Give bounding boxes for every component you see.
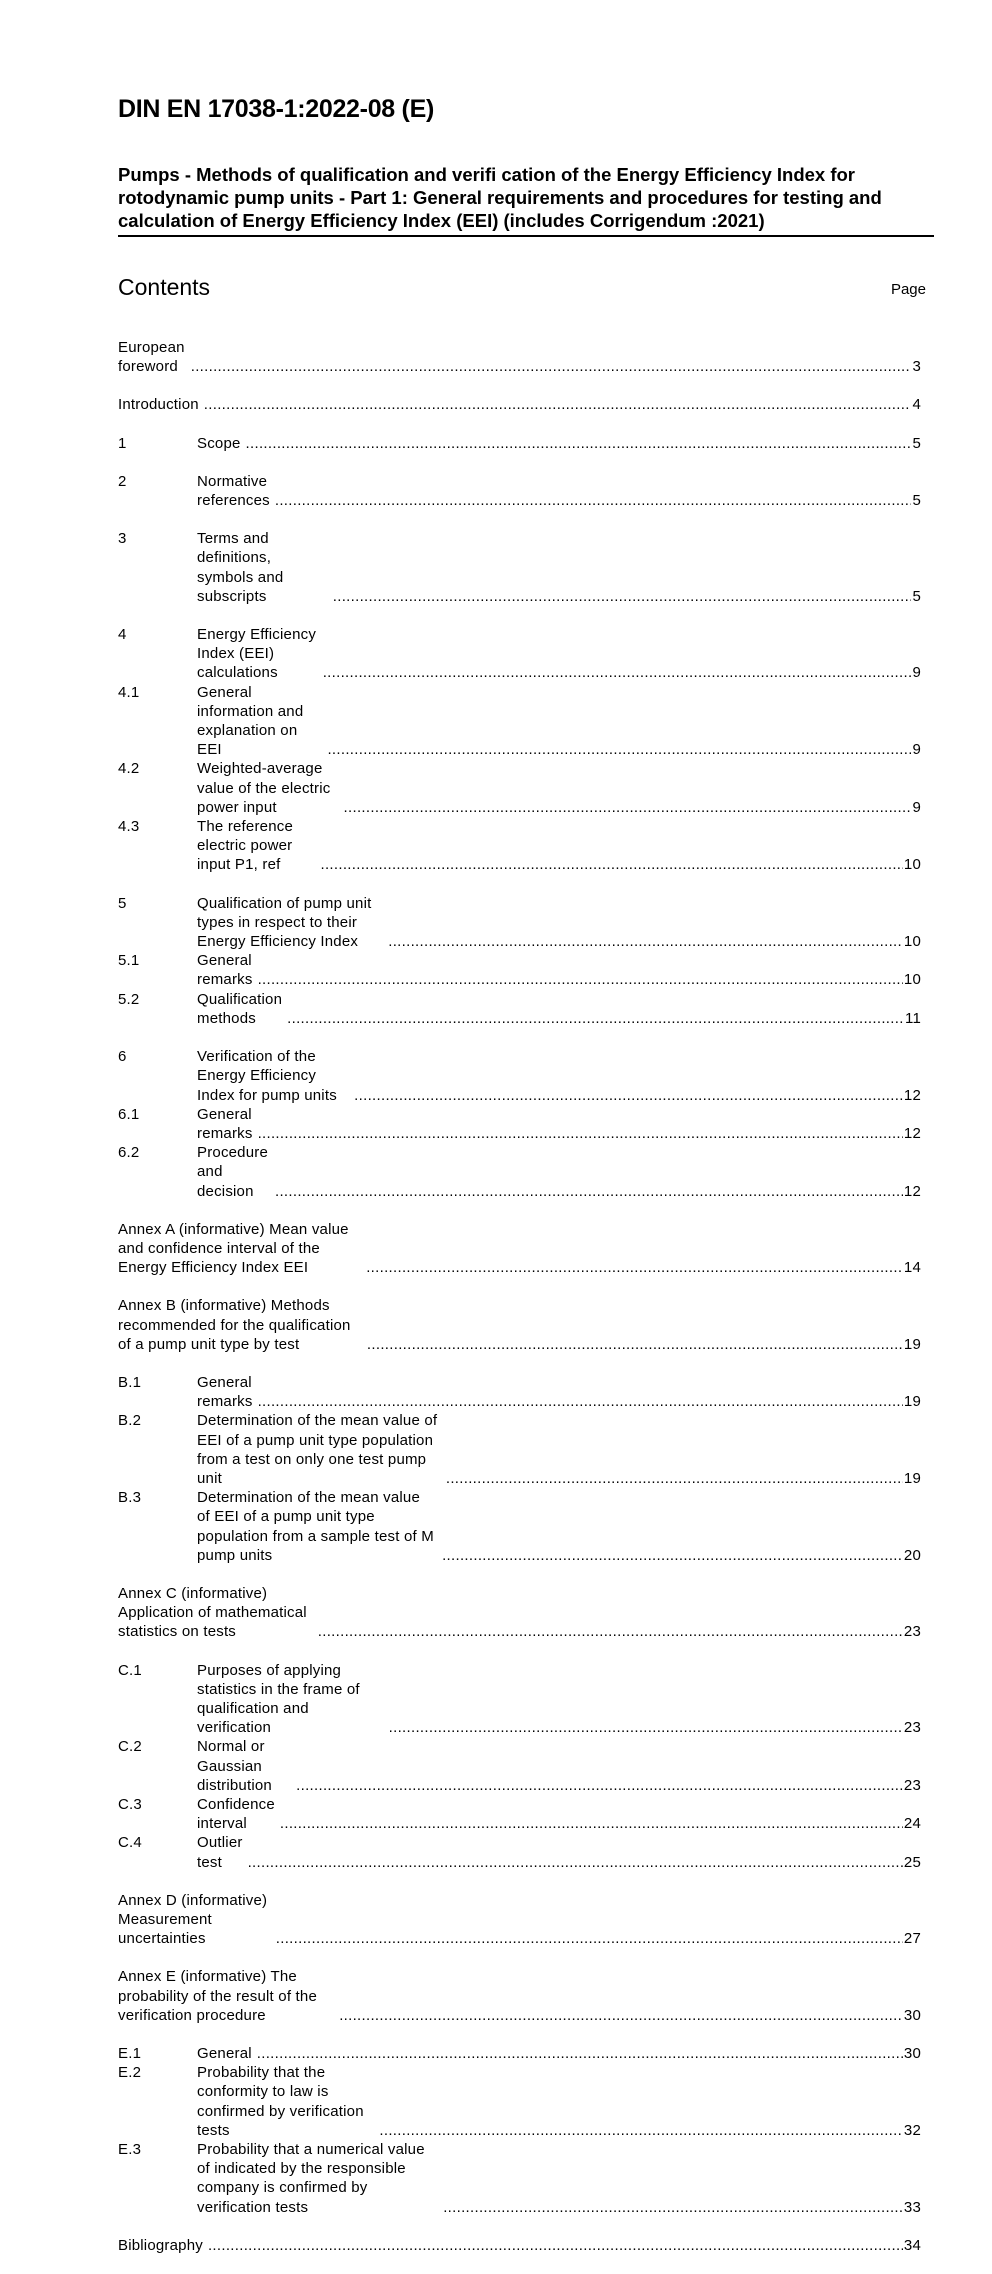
toc-entry-body xyxy=(118,1584,921,1642)
toc-entry-number: C.4 xyxy=(118,1834,142,1852)
toc-entry[interactable] xyxy=(118,817,921,875)
toc-dot-leader xyxy=(320,855,902,874)
toc-entry[interactable] xyxy=(118,1795,921,1833)
toc-entry[interactable] xyxy=(118,2140,921,2217)
toc-entry[interactable] xyxy=(118,625,921,683)
toc-entry-page: 10 xyxy=(903,856,921,874)
toc-entry-page: 25 xyxy=(903,1853,921,1871)
toc-entry-number: 2 xyxy=(118,472,127,490)
toc-dot-leader xyxy=(443,2198,903,2217)
toc-entry-page: 23 xyxy=(903,1776,921,1794)
toc-entry-title: Scope xyxy=(197,434,241,452)
toc-entry[interactable] xyxy=(118,2044,921,2063)
toc-entry-title: Purposes of applying statistics in the frame of qualification and verification xyxy=(197,1661,360,1737)
toc-entry-number: B.2 xyxy=(118,1412,142,1430)
toc-group xyxy=(118,1373,921,1565)
toc-entry-title: Terms and definitions, symbols and subscripts xyxy=(197,530,284,605)
toc-entry-title: Probability that a numerical value of indicated by the responsible company is confirmed by verification tests xyxy=(197,2141,425,2216)
toc-dot-leader xyxy=(442,1546,903,1565)
toc-entry-title: Weighted-average value of the electric power input xyxy=(197,760,331,816)
toc-entry-page: 19 xyxy=(903,1469,921,1487)
toc-dot-leader xyxy=(389,1718,903,1737)
toc-entry-page: 20 xyxy=(903,1546,921,1564)
toc-entry-title: Annex A (informative) Mean value and confidence interval of the Energy Efficiency Index EEI xyxy=(118,1220,349,1277)
toc-entry-title: Energy Efficiency Index (EEI) calculations xyxy=(197,626,317,682)
toc-group xyxy=(118,395,921,414)
toc-dot-leader xyxy=(354,1086,903,1105)
toc-entry-title: General information and explanation on EEI xyxy=(197,683,304,759)
toc-entry-body xyxy=(118,2236,921,2255)
toc-entry[interactable] xyxy=(118,951,921,989)
toc-group xyxy=(118,1296,921,1354)
toc-dot-leader xyxy=(258,970,903,989)
toc-dot-leader xyxy=(280,1814,903,1833)
toc-group xyxy=(118,625,921,875)
toc-entry-title: Qualification methods xyxy=(197,990,283,1027)
toc-entry[interactable] xyxy=(118,1220,921,1278)
document-title: Pumps - Methods of qualification and verifi cation of the Energy Efficiency Index for rotodynamic pump units - Part 1: General requirements and procedures for testing and calculation of Energy Efficiency Index (EEI) (includes Corrigendum :2021) xyxy=(118,163,934,237)
toc-entry[interactable] xyxy=(118,1584,921,1642)
toc-dot-leader xyxy=(191,357,912,376)
toc-entry-body xyxy=(197,434,921,453)
toc-entry-page: 12 xyxy=(903,1124,921,1142)
toc-entry[interactable] xyxy=(118,1488,921,1565)
toc-group xyxy=(118,434,921,453)
toc-entry-body xyxy=(197,1661,921,1738)
toc-entry-number: 4.1 xyxy=(118,683,140,701)
toc-entry-body xyxy=(197,759,921,817)
toc-entry-title: General remarks xyxy=(197,952,253,989)
toc-entry-body xyxy=(197,1047,921,1105)
toc-group xyxy=(118,1220,921,1278)
toc-entry-title: Introduction xyxy=(118,396,199,414)
toc-entry-title: Annex D (informative) Measurement uncertainties xyxy=(118,1891,268,1948)
toc-dot-leader xyxy=(446,1469,903,1488)
toc-entry-page: 9 xyxy=(912,798,921,816)
toc-entry[interactable] xyxy=(118,1105,921,1143)
toc-group xyxy=(118,338,921,376)
toc-entry[interactable] xyxy=(118,1967,921,2025)
toc-dot-leader xyxy=(388,932,903,951)
toc-entry[interactable] xyxy=(118,1143,921,1201)
toc-entry-body xyxy=(197,1143,921,1201)
toc-dot-leader xyxy=(296,1776,903,1795)
toc-entry-page: 32 xyxy=(903,2121,921,2139)
toc-dot-leader xyxy=(275,491,912,510)
toc-entry-page: 4 xyxy=(912,396,921,414)
toc-entry-page: 9 xyxy=(912,741,921,759)
toc-entry-body xyxy=(197,2044,921,2063)
toc-entry-number: 6.1 xyxy=(118,1105,140,1123)
toc-dot-leader xyxy=(379,2121,903,2140)
toc-entry-title: European foreword xyxy=(118,339,185,376)
toc-entry-title: Bibliography xyxy=(118,2236,203,2254)
toc-dot-leader xyxy=(246,434,912,453)
toc-entry[interactable] xyxy=(118,434,921,453)
toc-group xyxy=(118,2044,921,2217)
toc-group xyxy=(118,894,921,1028)
toc-entry-body xyxy=(197,683,921,760)
toc-entry-body xyxy=(197,625,921,683)
toc-entry[interactable] xyxy=(118,1737,921,1795)
toc-entry-title: General remarks xyxy=(197,1373,253,1411)
toc-entry-body xyxy=(118,338,921,376)
toc-entry-title: Qualification of pump unit types in respect to their Energy Efficiency Index xyxy=(197,894,372,951)
toc-dot-leader xyxy=(318,1622,903,1641)
toc-entry-page: 23 xyxy=(903,1719,921,1737)
toc-entry-title: Confidence interval xyxy=(197,1796,275,1833)
contents-heading: Contents xyxy=(118,274,211,300)
toc-dot-leader xyxy=(257,2044,903,2063)
toc-entry-number: E.2 xyxy=(118,2064,142,2082)
toc-dot-leader xyxy=(204,395,912,414)
toc-dot-leader xyxy=(367,1335,903,1354)
toc-entry-page: 12 xyxy=(903,1086,921,1104)
toc-entry-number: B.1 xyxy=(118,1373,142,1391)
toc-entry[interactable] xyxy=(118,1891,921,1949)
toc-dot-leader xyxy=(275,1182,903,1201)
toc-entry-page: 27 xyxy=(903,1930,921,1948)
toc-dot-leader xyxy=(344,798,912,817)
toc-entry-body xyxy=(197,2140,921,2217)
toc-entry-body xyxy=(118,395,921,414)
toc-entry-body xyxy=(197,1488,921,1565)
toc-group xyxy=(118,2236,921,2255)
toc-entry-page: 5 xyxy=(912,587,921,605)
toc-entry-number: 4.3 xyxy=(118,818,140,836)
toc-entry-number: E.3 xyxy=(118,2141,142,2159)
toc-entry-number: C.2 xyxy=(118,1738,142,1756)
toc-entry[interactable] xyxy=(118,759,921,817)
toc-entry-page: 12 xyxy=(903,1182,921,1200)
toc-dot-leader xyxy=(208,2236,903,2255)
toc-entry-body xyxy=(197,1411,921,1488)
toc-entry-title: The reference electric power input P1, ref xyxy=(197,818,293,874)
toc-entry[interactable] xyxy=(118,894,921,952)
toc-entry-body xyxy=(197,1373,921,1411)
toc-entry-body xyxy=(197,2063,921,2140)
toc-entry-body xyxy=(197,529,921,606)
toc-entry[interactable] xyxy=(118,1833,921,1871)
toc-entry-title: Outlier test xyxy=(197,1834,243,1871)
toc-entry-number: B.3 xyxy=(118,1489,142,1507)
toc-group xyxy=(118,1891,921,1949)
toc-entry-page: 19 xyxy=(903,1335,921,1353)
toc-entry-number: 4.2 xyxy=(118,760,140,778)
toc-entry-body xyxy=(197,1833,921,1871)
toc-entry-body xyxy=(118,1891,921,1949)
toc-entry-number: 6.2 xyxy=(118,1144,140,1162)
toc-entry[interactable] xyxy=(118,2236,921,2255)
toc-entry-title: Probability that the conformity to law is confirmed by verification tests xyxy=(197,2064,364,2139)
toc-entry[interactable] xyxy=(118,472,921,510)
toc-group xyxy=(118,1661,921,1872)
toc-group xyxy=(118,1047,921,1201)
toc-entry-body xyxy=(118,1967,921,2025)
toc-entry-title: Verification of the Energy Efficiency Index for pump units xyxy=(197,1048,337,1104)
toc-entry[interactable] xyxy=(118,395,921,414)
toc-entry-page: 5 xyxy=(912,492,921,510)
toc-entry-page: 5 xyxy=(912,434,921,452)
toc-entry-page: 24 xyxy=(903,1815,921,1833)
toc-dot-leader xyxy=(327,740,911,759)
toc-dot-leader xyxy=(333,587,912,606)
toc-entry-body xyxy=(197,472,921,510)
toc-group xyxy=(118,1967,921,2025)
toc-entry-title: General remarks xyxy=(197,1105,253,1142)
toc-entry-body xyxy=(197,817,921,875)
toc-group xyxy=(118,472,921,510)
toc-entry-number: E.1 xyxy=(118,2045,142,2063)
toc-entry-number: 3 xyxy=(118,530,127,548)
toc-entry-page: 11 xyxy=(905,1009,921,1027)
toc-entry[interactable] xyxy=(118,1373,921,1411)
toc-entry-page: 30 xyxy=(903,2045,921,2063)
toc-entry-title: Normative references xyxy=(197,472,270,510)
toc-entry-number: 5 xyxy=(118,894,127,912)
toc-entry-page: 23 xyxy=(903,1623,921,1641)
toc-entry-body xyxy=(118,1220,921,1278)
toc-entry-page: 19 xyxy=(903,1393,921,1411)
toc-entry-number: 6 xyxy=(118,1048,127,1066)
toc-entry-page: 14 xyxy=(903,1259,921,1277)
toc-dot-leader xyxy=(258,1392,903,1411)
table-of-contents xyxy=(118,338,921,2274)
toc-entry-page: 34 xyxy=(903,2236,921,2254)
document-id: DIN EN 17038-1:2022-08 (E) xyxy=(118,95,434,123)
toc-entry-body xyxy=(197,990,921,1028)
toc-entry-number: C.1 xyxy=(118,1661,142,1679)
toc-entry[interactable] xyxy=(118,1047,921,1105)
toc-entry[interactable] xyxy=(118,990,921,1028)
toc-entry-title: Determination of the mean value of EEI of a pump unit type population from a sample test of M pump units xyxy=(197,1489,434,1564)
toc-dot-leader xyxy=(323,663,912,682)
toc-dot-leader xyxy=(276,1929,903,1948)
toc-dot-leader xyxy=(287,1009,904,1028)
toc-entry[interactable] xyxy=(118,2063,921,2140)
toc-entry-title: Annex B (informative) Methods recommended for the qualification of a pump unit type by test xyxy=(118,1297,351,1353)
toc-entry[interactable] xyxy=(118,1661,921,1738)
toc-dot-leader xyxy=(339,2006,903,2025)
toc-entry-title: Procedure and decision xyxy=(197,1144,269,1200)
toc-entry-body xyxy=(197,1105,921,1143)
toc-entry-number: 5.1 xyxy=(118,952,140,970)
toc-entry-number: 4 xyxy=(118,626,127,644)
toc-entry[interactable] xyxy=(118,683,921,760)
toc-entry-page: 10 xyxy=(903,933,921,951)
toc-entry[interactable] xyxy=(118,338,921,376)
toc-entry-title: General xyxy=(197,2045,252,2063)
toc-entry-title: Normal or Gaussian distribution xyxy=(197,1738,272,1794)
toc-entry[interactable] xyxy=(118,1411,921,1488)
toc-entry-page: 3 xyxy=(912,358,921,376)
toc-entry-page: 33 xyxy=(903,2198,921,2216)
toc-entry[interactable] xyxy=(118,1296,921,1354)
toc-group xyxy=(118,529,921,606)
toc-entry-title: Annex C (informative) Application of mathematical statistics on tests xyxy=(118,1584,307,1641)
toc-entry-page: 30 xyxy=(903,2006,921,2024)
toc-entry-number: 1 xyxy=(118,434,127,452)
toc-entry-page: 10 xyxy=(903,971,921,989)
toc-group xyxy=(118,1584,921,1642)
toc-entry-title: Annex E (informative) The probability of the result of the verification procedure xyxy=(118,1968,318,2024)
toc-entry[interactable] xyxy=(118,529,921,606)
toc-dot-leader xyxy=(366,1258,903,1277)
toc-entry-body xyxy=(197,1737,921,1795)
toc-entry-number: C.3 xyxy=(118,1796,142,1813)
page-column-heading: Page xyxy=(890,281,926,298)
toc-entry-body xyxy=(197,951,921,989)
toc-entry-body xyxy=(197,894,921,952)
toc-dot-leader xyxy=(258,1124,903,1143)
toc-entry-body xyxy=(118,1296,921,1354)
toc-entry-body xyxy=(197,1795,921,1833)
toc-entry-number: 5.2 xyxy=(118,990,140,1008)
toc-entry-page: 9 xyxy=(912,664,921,682)
toc-dot-leader xyxy=(248,1853,903,1872)
toc-entry-title: Determination of the mean value of EEI of a pump unit type population from a test on only one test pump unit xyxy=(197,1412,438,1487)
